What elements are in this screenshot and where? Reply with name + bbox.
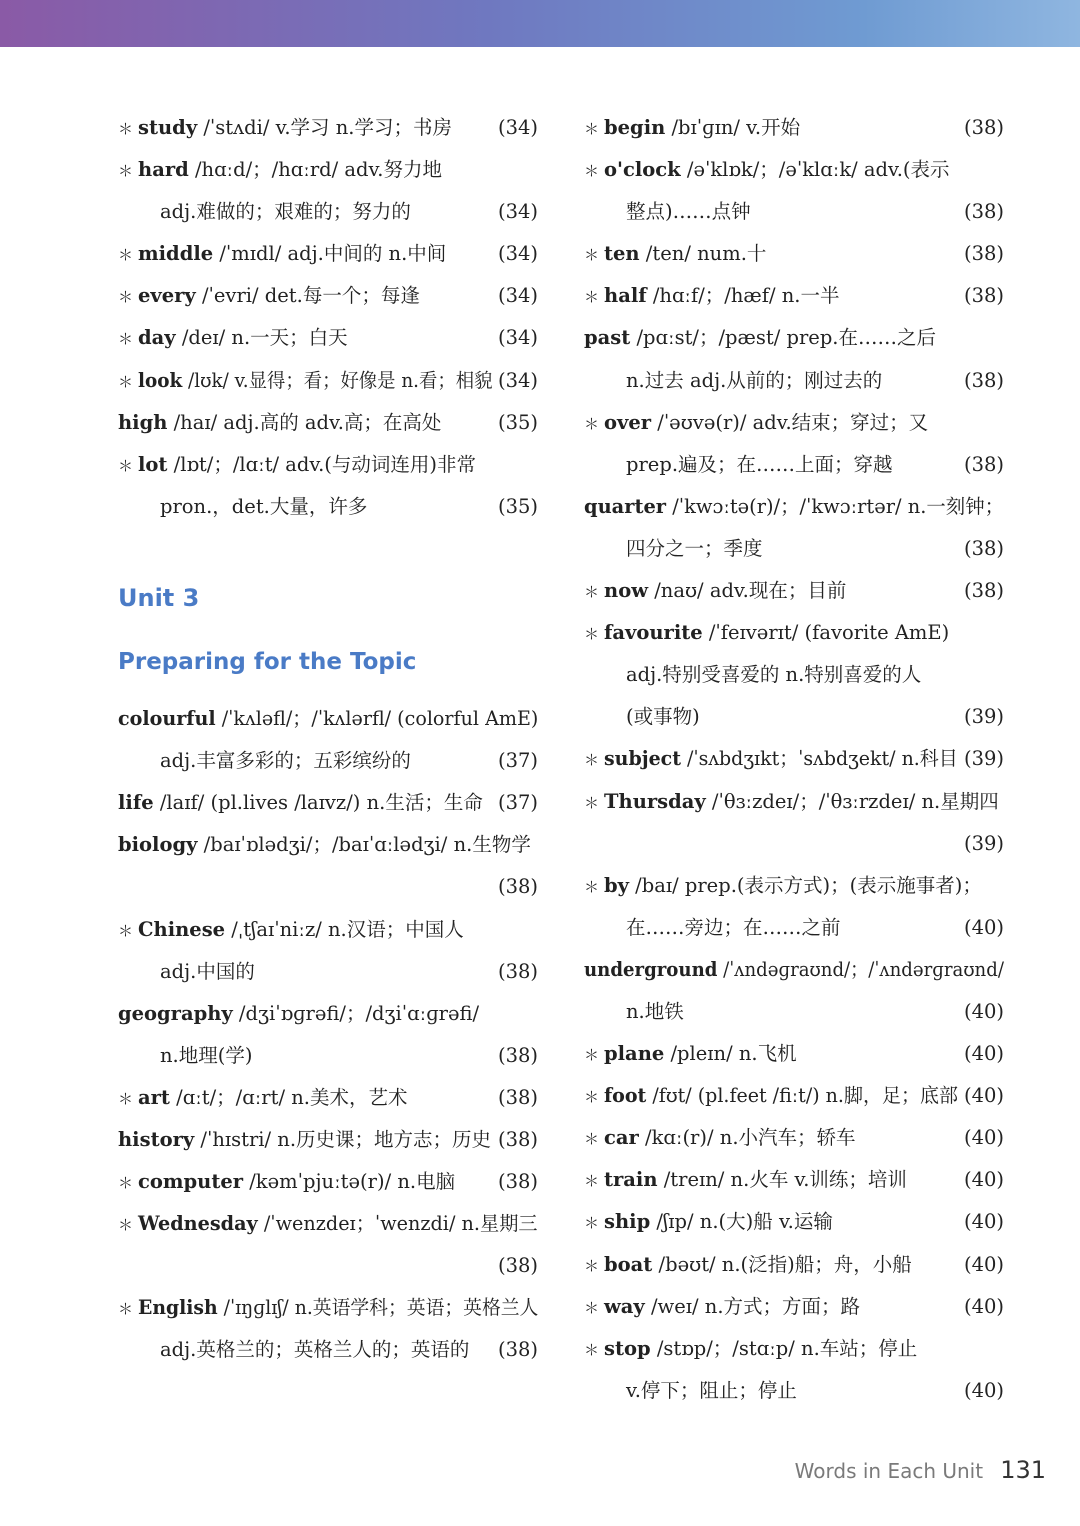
headword: subject	[604, 747, 681, 771]
page-ref: (35)	[497, 410, 538, 434]
left-entries-unit3	[118, 698, 538, 1372]
vocab-line	[584, 317, 1004, 359]
definition: /ˈwenzdeɪ；ˈwenzdi/ n.星期三	[257, 1212, 538, 1236]
headword: Thursday	[604, 789, 706, 813]
page-ref: (40)	[963, 999, 1004, 1023]
definition: /baɪˈɒlədʒi/；/baɪˈɑːlədʒi/ n.生物学	[197, 833, 531, 857]
section-heading: Preparing for the Topic	[118, 649, 417, 676]
vocab-line	[584, 275, 1004, 317]
asterisk-icon: ＊	[584, 1298, 600, 1317]
vocab-line	[118, 824, 538, 866]
vocab-line	[118, 444, 538, 486]
vocab-line	[584, 949, 1004, 991]
entry-text	[138, 1077, 407, 1119]
vocab-line	[584, 1159, 1004, 1201]
page-ref: (38)	[963, 284, 1004, 308]
vocab-line	[118, 866, 538, 908]
vocab-line	[118, 782, 538, 824]
vocab-line	[118, 360, 538, 402]
entry-text	[118, 402, 441, 444]
headword: way	[604, 1294, 645, 1318]
entry-text	[138, 909, 464, 951]
vocab-line	[118, 1287, 538, 1329]
definition: /əˈklɒk/；/əˈklɑːk/ adv.(表示	[680, 158, 950, 182]
headword: now	[604, 579, 648, 603]
asterisk-icon: ＊	[584, 162, 600, 181]
definition: /lʊk/ v.显得；看；好像是 n.看；相貌	[182, 368, 493, 392]
page-ref: (40)	[963, 1126, 1004, 1150]
vocab-line	[584, 612, 1004, 654]
entry-text	[604, 612, 949, 654]
definition: /laɪf/ (pl.lives /laɪvz/) n.生活；生命	[153, 791, 483, 815]
headword: boat	[604, 1252, 653, 1276]
entry-text	[604, 738, 958, 780]
left-entries-unit2	[118, 107, 538, 528]
definition: /fʊt/ (pl.feet /fiːt/) n.脚，足；底部	[646, 1084, 959, 1108]
page-ref: (40)	[963, 1042, 1004, 1066]
definition: /ˈkʌləfl/；/ˈkʌlərfl/ (colorful AmE)	[215, 707, 539, 731]
headword: every	[138, 284, 196, 308]
page-ref: (38)	[963, 579, 1004, 603]
entry-text	[138, 1203, 538, 1245]
vocab-line	[584, 1201, 1004, 1243]
page-ref: (38)	[497, 1254, 538, 1278]
asterisk-icon: ＊	[118, 330, 134, 349]
headword: begin	[604, 116, 666, 139]
page-ref: (40)	[963, 915, 1004, 939]
headword: o'clock	[604, 158, 681, 182]
asterisk-icon: ＊	[118, 456, 134, 475]
page-ref: (34)	[497, 116, 538, 139]
entry-text	[604, 233, 766, 275]
entry-text	[604, 149, 950, 191]
spacer	[118, 528, 538, 570]
vocab-line	[584, 654, 1004, 696]
entry-text	[604, 1328, 917, 1370]
definition: /ˈmɪdl/ adj.中间的 n.中间	[213, 242, 447, 266]
page-ref: (38)	[963, 368, 1004, 392]
entry-text	[604, 1033, 797, 1075]
definition: /lɒt/；/lɑːt/ adv.(与动词连用)非常	[167, 452, 477, 476]
page-ref: (34)	[497, 242, 538, 266]
entry-text: 四分之一；季度	[626, 536, 763, 560]
definition: /ˈʌndəɡraʊnd/；/ˈʌndərɡraʊnd/	[717, 957, 1004, 981]
definition: /deɪ/ n.一天；白天	[175, 326, 348, 350]
headword: half	[604, 284, 647, 308]
definition: /dʒiˈɒɡrəfi/；/dʒiˈɑːɡrəfi/	[232, 1001, 480, 1025]
headword: Chinese	[138, 917, 226, 941]
page-footer	[795, 1452, 1046, 1488]
page-ref: (37)	[497, 749, 538, 773]
headword: look	[138, 368, 183, 392]
asterisk-icon: ＊	[118, 1174, 134, 1193]
entry-text	[138, 149, 442, 191]
vocab-line	[584, 738, 1004, 780]
page-ref: (38)	[497, 1170, 538, 1194]
page-ref: (38)	[497, 1085, 538, 1109]
vocab-line	[584, 444, 1004, 486]
asterisk-icon: ＊	[118, 1216, 134, 1235]
entry-text: v.停下；阻止；停止	[626, 1378, 797, 1402]
headword: art	[138, 1085, 170, 1109]
headword: plane	[604, 1042, 665, 1066]
vocab-line	[584, 570, 1004, 612]
entry-text	[604, 1159, 907, 1201]
entry-text	[604, 570, 846, 612]
page-ref: (35)	[497, 494, 538, 518]
top-color-band	[0, 0, 1080, 47]
vocab-line	[584, 1286, 1004, 1328]
right-column	[584, 107, 1004, 1412]
entry-text: pron.，det.大量，许多	[160, 494, 368, 518]
headword: middle	[138, 242, 214, 266]
footer-title: Words in Each Unit	[794, 1459, 984, 1483]
vocab-line	[118, 1035, 538, 1077]
page-ref: (38)	[963, 200, 1004, 224]
definition: /pɑːst/；/pæst/ prep.在……之后	[630, 326, 937, 350]
page-ref: (34)	[497, 284, 538, 308]
entry-text	[604, 865, 982, 907]
page-ref: (38)	[497, 959, 538, 983]
asterisk-icon: ＊	[584, 793, 600, 812]
definition: /ˈfeɪvərɪt/ (favorite AmE)	[702, 621, 950, 645]
asterisk-icon: ＊	[584, 1172, 600, 1191]
entry-text	[604, 402, 928, 444]
vocab-line	[584, 991, 1004, 1033]
page-ref: (39)	[963, 747, 1004, 771]
asterisk-icon: ＊	[584, 1130, 600, 1149]
definition: /ten/ num.十	[639, 242, 767, 266]
entry-text	[604, 1286, 860, 1328]
vocab-line	[584, 696, 1004, 738]
headword: past	[584, 326, 631, 350]
page-ref: (34)	[497, 368, 538, 392]
headword: colourful	[118, 707, 216, 731]
vocab-line	[584, 402, 1004, 444]
vocab-line	[584, 1075, 1004, 1117]
entry-text: prep.遍及；在……上面；穿越	[626, 452, 893, 476]
entry-text: (或事物)	[626, 705, 700, 729]
page-ref: (38)	[963, 116, 1004, 139]
vocab-line	[118, 909, 538, 951]
page-ref: (34)	[497, 200, 538, 224]
entry-text: n.地理(学)	[160, 1043, 253, 1067]
asterisk-icon: ＊	[584, 120, 600, 138]
headword: history	[118, 1127, 195, 1151]
entry-text	[604, 781, 999, 823]
definition: /ˈevri/ det.每一个；每逢	[195, 284, 420, 308]
vocab-line	[118, 993, 538, 1035]
vocab-line	[584, 233, 1004, 275]
vocab-line	[584, 149, 1004, 191]
page-ref: (38)	[963, 452, 1004, 476]
headword: study	[138, 116, 198, 139]
entry-text: n.过去 adj.从前的；刚过去的	[626, 368, 883, 392]
asterisk-icon: ＊	[584, 1046, 600, 1065]
definition: /hɑːd/；/hɑːrd/ adv.努力地	[188, 158, 442, 182]
definition: /pleɪn/ n.飞机	[664, 1042, 797, 1066]
entry-text: adj.英格兰的；英格兰人的；英语的	[160, 1338, 470, 1362]
entry-text	[118, 1119, 491, 1161]
entry-text	[118, 782, 483, 824]
entry-text	[604, 107, 800, 149]
asterisk-icon: ＊	[584, 1340, 600, 1359]
definition: /weɪ/ n.方式；方面；路	[644, 1294, 861, 1318]
definition: /treɪn/ n.火车 v.训练；培训	[657, 1168, 907, 1192]
asterisk-icon: ＊	[118, 372, 134, 391]
asterisk-icon: ＊	[584, 414, 600, 433]
page-ref: (39)	[963, 705, 1004, 729]
headword: favourite	[604, 621, 703, 645]
vocab-line	[118, 233, 538, 275]
entry-text	[584, 317, 936, 359]
headword: foot	[604, 1084, 647, 1108]
headword: ten	[604, 242, 640, 266]
asterisk-icon: ＊	[584, 1214, 600, 1233]
vocab-line	[118, 1161, 538, 1203]
entry-text	[118, 824, 531, 866]
vocab-line	[584, 823, 1004, 865]
entry-text	[584, 949, 1004, 991]
entry-text	[584, 486, 1004, 528]
asterisk-icon: ＊	[118, 288, 134, 307]
definition: /ˈhɪstri/ n.历史课；地方志；历史	[194, 1127, 492, 1151]
headword: computer	[138, 1170, 244, 1194]
entry-text	[138, 275, 420, 317]
headword: car	[604, 1126, 639, 1150]
left-column	[118, 107, 538, 1372]
entry-text	[604, 1117, 856, 1159]
page-ref: (38)	[963, 536, 1004, 560]
definition: /ˈstʌdi/ v.学习 n.学习；书房	[197, 116, 452, 139]
asterisk-icon: ＊	[118, 162, 134, 181]
vocab-line	[584, 781, 1004, 823]
vocab-line	[118, 740, 538, 782]
page-ref: (38)	[497, 1127, 538, 1151]
vocab-line	[584, 360, 1004, 402]
definition: /kəmˈpjuːtə(r)/ n.电脑	[243, 1170, 456, 1194]
vocab-line	[118, 317, 538, 359]
vocab-line	[118, 486, 538, 528]
definition: /baɪ/ prep.(表示方式)；(表示施事者)；	[628, 873, 982, 897]
definition: /ʃɪp/ n.(大)船 v.运输	[650, 1210, 833, 1234]
vocab-line	[118, 1203, 538, 1245]
entry-text: n.地铁	[626, 999, 684, 1023]
page-ref: (40)	[963, 1378, 1004, 1402]
entry-text	[604, 1075, 958, 1117]
asterisk-icon: ＊	[118, 1300, 134, 1319]
entry-text	[118, 698, 538, 740]
asterisk-icon: ＊	[118, 921, 134, 940]
definition: /ɑːt/；/ɑːrt/ n.美术，艺术	[169, 1085, 408, 1109]
definition: /haɪ/ adj.高的 adv.高；在高处	[167, 410, 442, 434]
headword: hard	[138, 158, 189, 182]
headword: by	[604, 873, 629, 897]
page-ref: (39)	[963, 831, 1004, 855]
definition: /ˈəʊvə(r)/ adv.结束；穿过；又	[651, 410, 929, 434]
asterisk-icon: ＊	[118, 1089, 134, 1108]
entry-text	[138, 317, 348, 359]
asterisk-icon: ＊	[118, 246, 134, 265]
vocab-line	[118, 1245, 538, 1287]
entry-text	[604, 1201, 833, 1243]
vocab-line	[118, 402, 538, 444]
headword: train	[604, 1168, 658, 1192]
headword: high	[118, 410, 168, 434]
page-ref: (40)	[963, 1294, 1004, 1318]
entry-text: 整点)……点钟	[626, 200, 751, 224]
definition: /ˈsʌbdʒɪkt；ˈsʌbdʒekt/ n.科目	[680, 747, 958, 771]
vocab-line	[118, 1329, 538, 1371]
headword: stop	[604, 1336, 651, 1360]
entry-text	[138, 233, 446, 275]
headword: ship	[604, 1210, 651, 1234]
definition: /ˈθɜːzdeɪ/；/ˈθɜːrzdeɪ/ n.星期四	[705, 789, 999, 813]
vocab-line	[584, 1033, 1004, 1075]
right-entries	[584, 107, 1004, 1412]
page-ref: (38)	[497, 1338, 538, 1362]
definition: /bɪˈɡɪn/ v.开始	[665, 116, 801, 139]
entry-text	[138, 1161, 455, 1203]
entry-text: adj.难做的；艰难的；努力的	[160, 200, 411, 224]
headword: biology	[118, 833, 198, 857]
vocab-line	[118, 1077, 538, 1119]
entry-text: adj.特别受喜爱的 n.特别喜爱的人	[626, 663, 922, 687]
vocab-line	[584, 191, 1004, 233]
entry-text: adj.丰富多彩的；五彩缤纷的	[160, 749, 411, 773]
headword: Wednesday	[138, 1212, 258, 1236]
unit-heading: Unit 3	[118, 584, 200, 613]
headword: underground	[584, 957, 718, 981]
headword: day	[138, 326, 176, 350]
vocab-line	[584, 107, 1004, 149]
definition: /naʊ/ adv.现在；目前	[648, 579, 847, 603]
vocab-line	[584, 907, 1004, 949]
entry-text	[138, 1287, 538, 1329]
vocab-line	[118, 191, 538, 233]
vocab-line	[584, 1117, 1004, 1159]
vocab-line	[118, 951, 538, 993]
entry-text	[138, 360, 492, 402]
asterisk-icon: ＊	[118, 120, 134, 138]
asterisk-icon: ＊	[584, 246, 600, 265]
entry-text: 在……旁边；在……之前	[626, 915, 841, 939]
headword: geography	[118, 1001, 233, 1025]
entry-text	[138, 107, 452, 149]
asterisk-icon: ＊	[584, 877, 600, 896]
headword: quarter	[584, 494, 667, 518]
definition: /stɒp/；/stɑːp/ n.车站；停止	[650, 1336, 918, 1360]
asterisk-icon: ＊	[584, 583, 600, 602]
vocab-line	[118, 1119, 538, 1161]
headword: life	[118, 791, 154, 815]
entry-text	[138, 444, 476, 486]
page-ref: (38)	[497, 1043, 538, 1067]
page-ref: (37)	[497, 791, 538, 815]
page-ref: (38)	[497, 875, 538, 899]
entry-text	[118, 993, 479, 1035]
headword: English	[138, 1296, 218, 1320]
entry-text	[604, 275, 839, 317]
vocab-line	[118, 107, 538, 149]
headword: over	[604, 410, 652, 434]
definition: /hɑːf/；/hæf/ n.一半	[646, 284, 840, 308]
page-ref: (38)	[963, 242, 1004, 266]
vocab-line	[584, 1328, 1004, 1370]
asterisk-icon: ＊	[584, 751, 600, 770]
definition: /ˈɪŋɡlɪʃ/ n.英语学科；英语；英格兰人	[217, 1296, 539, 1320]
page-ref: (40)	[963, 1084, 1004, 1108]
headword: lot	[138, 452, 168, 476]
definition: /bəʊt/ n.(泛指)船；舟，小船	[652, 1252, 912, 1276]
vocab-line	[584, 528, 1004, 570]
vocab-line	[584, 1370, 1004, 1412]
asterisk-icon: ＊	[584, 1256, 600, 1275]
page-ref: (40)	[963, 1210, 1004, 1234]
vocab-line	[584, 1244, 1004, 1286]
definition: /kɑː(r)/ n.小汽车；轿车	[638, 1126, 856, 1150]
entry-text: adj.中国的	[160, 959, 255, 983]
vocab-line	[118, 698, 538, 740]
definition: /ˌtʃaɪˈniːz/ n.汉语；中国人	[225, 917, 464, 941]
asterisk-icon: ＊	[584, 1088, 600, 1107]
definition: /ˈkwɔːtə(r)/；/ˈkwɔːrtər/ n.一刻钟；	[666, 494, 1005, 518]
asterisk-icon: ＊	[584, 625, 600, 644]
entry-text	[604, 1244, 912, 1286]
vocab-line	[584, 865, 1004, 907]
vocab-line	[118, 149, 538, 191]
vocab-line	[584, 486, 1004, 528]
vocab-line	[118, 275, 538, 317]
page-number: 131	[1000, 1456, 1046, 1484]
asterisk-icon: ＊	[584, 288, 600, 307]
page-ref: (40)	[963, 1168, 1004, 1192]
page-ref: (40)	[963, 1252, 1004, 1276]
page-ref: (34)	[497, 326, 538, 350]
